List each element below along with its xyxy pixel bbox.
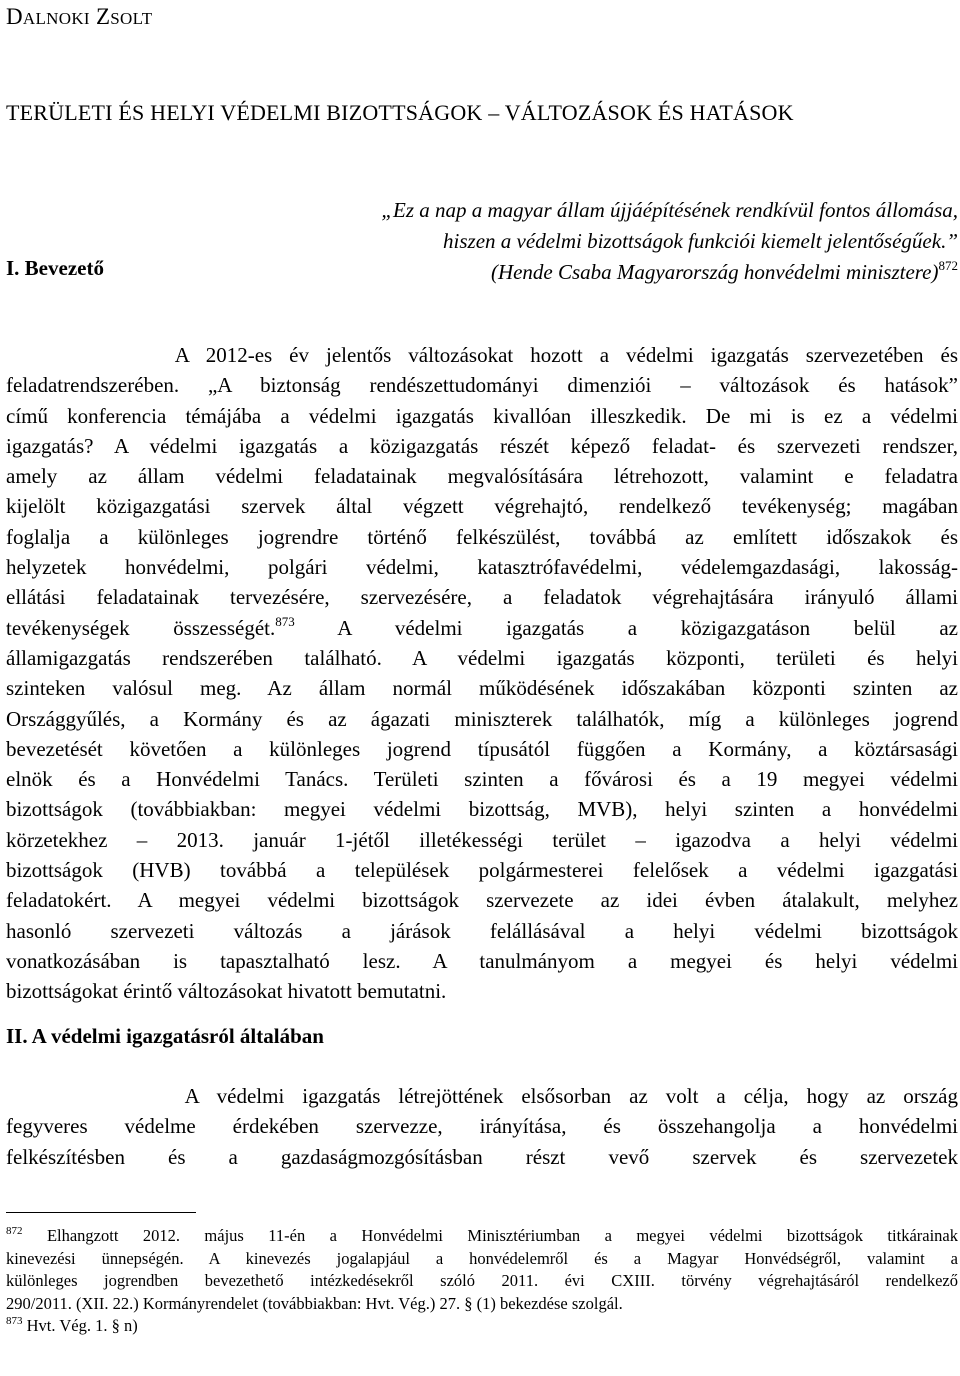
footnote-873-line bbox=[6, 1315, 958, 1338]
footnote-872-line: különleges jogrendben bevezethető intézkedésekről szóló 2011. évi CXIII. törvény végrehajtásáról rendelkező bbox=[6, 1271, 958, 1291]
footnote-872-line: 290/2011. (XII. 22.) Kormányrendelet (továbbiakban: Hvt. Vég.) 27. § (1) bekezdése szolgál. bbox=[6, 1293, 623, 1313]
paragraph-line: A védelmi igazgatás létrejöttének elsősorban az volt a célja, hogy az ország bbox=[6, 1084, 958, 1108]
paragraph-general bbox=[6, 1081, 958, 1172]
motto-quote bbox=[198, 195, 958, 288]
footnote-text: Hvt. Vég. 1. § n) bbox=[26, 1316, 138, 1336]
paragraph-line: hasonló szervezeti változás a járások felállásával a helyi védelmi bizottságok bbox=[6, 918, 958, 943]
article-title: TERÜLETI ÉS HELYI VÉDELMI BIZOTTSÁGOK – VÁLTOZÁSOK ÉS HATÁSOK bbox=[6, 100, 794, 125]
line-text-tail: A védelmi igazgatás a közigazgatáson belül az bbox=[337, 615, 959, 640]
motto-line: hiszen a védelmi bizottságok funkciói kiemelt jelentőségűek.” bbox=[443, 229, 958, 253]
footnote-separator bbox=[6, 1212, 196, 1213]
paragraph-line: bizottságok (HVB) továbbá a települések polgármesterei felelősek a védelmi igazgatási bbox=[6, 858, 958, 883]
footnote-ref-873: 873 bbox=[275, 613, 295, 629]
footnotes bbox=[6, 1225, 958, 1338]
footnote-text: Elhangzott 2012. május 11-én a Honvédelmi Minisztériumban a megyei védelmi bizottságok titkárainak bbox=[46, 1226, 958, 1245]
section-heading-introduction: I. Bevezető bbox=[6, 256, 104, 280]
paragraph-line: amely az állam védelmi feladatainak megvalósítására létrehozott, valamint e feladatra bbox=[6, 464, 958, 489]
paragraph-line: elnök és a Honvédelmi Tanács. Területi szinten a fővárosi és a 19 megyei védelmi bbox=[6, 767, 958, 792]
line-text: tevékenységek összességét. bbox=[6, 615, 276, 640]
paragraph-line: vonatkozásában is tapasztalható lesz. A tanulmányom a megyei és helyi védelmi bbox=[6, 948, 958, 973]
paragraph-line: kijelölt közigazgatási szervek által végzett végrehajtó, rendelkező tevékenység; magában bbox=[6, 494, 958, 519]
paragraph-line: helyzetek honvédelmi, polgári védelmi, katasztrófavédelmi, védelemgazdasági, lakosság- bbox=[6, 555, 958, 580]
paragraph-line-with-ref bbox=[6, 613, 958, 643]
footnote-872-line: kinevezési ünnepségén. A kinevezés jogalapjául a honvédelemről és a Magyar Honvédségről, valamint a bbox=[6, 1248, 958, 1268]
footnote-ref-872: 872 bbox=[938, 258, 958, 273]
author-first-rest: ALNOKI bbox=[22, 9, 90, 28]
paragraph-line: államigazgatás rendszerében található. A védelmi igazgatás központi, területi és helyi bbox=[6, 645, 958, 670]
paragraph-line: feladatrendszerében. „A biztonság rendészettudományi dimenziói – változások és hatások” bbox=[6, 373, 958, 398]
paragraph-line: igazgatás? A védelmi igazgatás a közigazgatás részét képező feladat- és szervezeti rendszer, bbox=[6, 433, 958, 458]
author-name bbox=[6, 4, 152, 30]
paragraph-line: című konferencia témájába a védelmi igazgatás kivallóan illeszkedik. De mi is ez a védelmi bbox=[6, 403, 958, 428]
paragraph-line: bizottságokat érintő változásokat hivatott bemutatni. bbox=[6, 979, 447, 1004]
paragraph-introduction bbox=[6, 340, 958, 1007]
paragraph-line: ellátási feladatainak tervezésére, szervezésére, a feladatok végrehajtására irányuló állami bbox=[6, 585, 958, 610]
paragraph-line: bevezetését követően a különleges jogrend típusától függően a Kormány, a köztársasági bbox=[6, 736, 958, 761]
section-heading-general: II. A védelmi igazgatásról általában bbox=[6, 1024, 324, 1048]
paragraph-line: foglalja a különleges jogrendre történő felkészülést, továbbá az említett időszakok és bbox=[6, 524, 958, 549]
paragraph-line: A 2012-es év jelentős változásokat hozott a védelmi igazgatás szervezetében és bbox=[6, 343, 958, 367]
paragraph-line: Országgyűlés, a Kormány és az ágazati miniszterek találhatók, míg a különleges jogrend bbox=[6, 706, 958, 731]
motto-attribution-text: (Hende Csaba Magyarország honvédelmi minisztere) bbox=[490, 260, 939, 284]
paragraph-line: feladatokért. A megyei védelmi bizottságok szervezete az idei évben átalakult, melyhez bbox=[6, 888, 958, 913]
author-initial-last: Z bbox=[95, 4, 111, 29]
footnote-number: 873 bbox=[6, 1315, 23, 1328]
footnote-872-line bbox=[6, 1225, 958, 1248]
footnote-number: 872 bbox=[6, 1225, 23, 1237]
author-initial-first: D bbox=[6, 4, 23, 29]
paragraph-line: fegyveres védelme érdekében szervezze, irányítása, és összehangolja a honvédelmi bbox=[6, 1114, 958, 1139]
paragraph-line: szinteken valósul meg. Az állam normál működésének időszakában központi szinten az bbox=[6, 676, 958, 701]
paragraph-line: felkészítésben és a gazdaságmozgósításban részt vevő szervek és szervezetek bbox=[6, 1144, 958, 1169]
motto-line: „Ez a nap a magyar állam újjáépítésének rendkívül fontos állomása, bbox=[381, 198, 958, 222]
paragraph-line: bizottságok (továbbiakban: megyei védelmi bizottság, MVB), helyi szinten a honvédelmi bbox=[6, 797, 958, 822]
paragraph-line: körzetekhez – 2013. január 1-jétől illetékességi terület – igazodva a helyi védelmi bbox=[6, 827, 958, 852]
motto-attribution bbox=[198, 257, 958, 288]
author-last-rest: SOLT bbox=[110, 9, 153, 28]
